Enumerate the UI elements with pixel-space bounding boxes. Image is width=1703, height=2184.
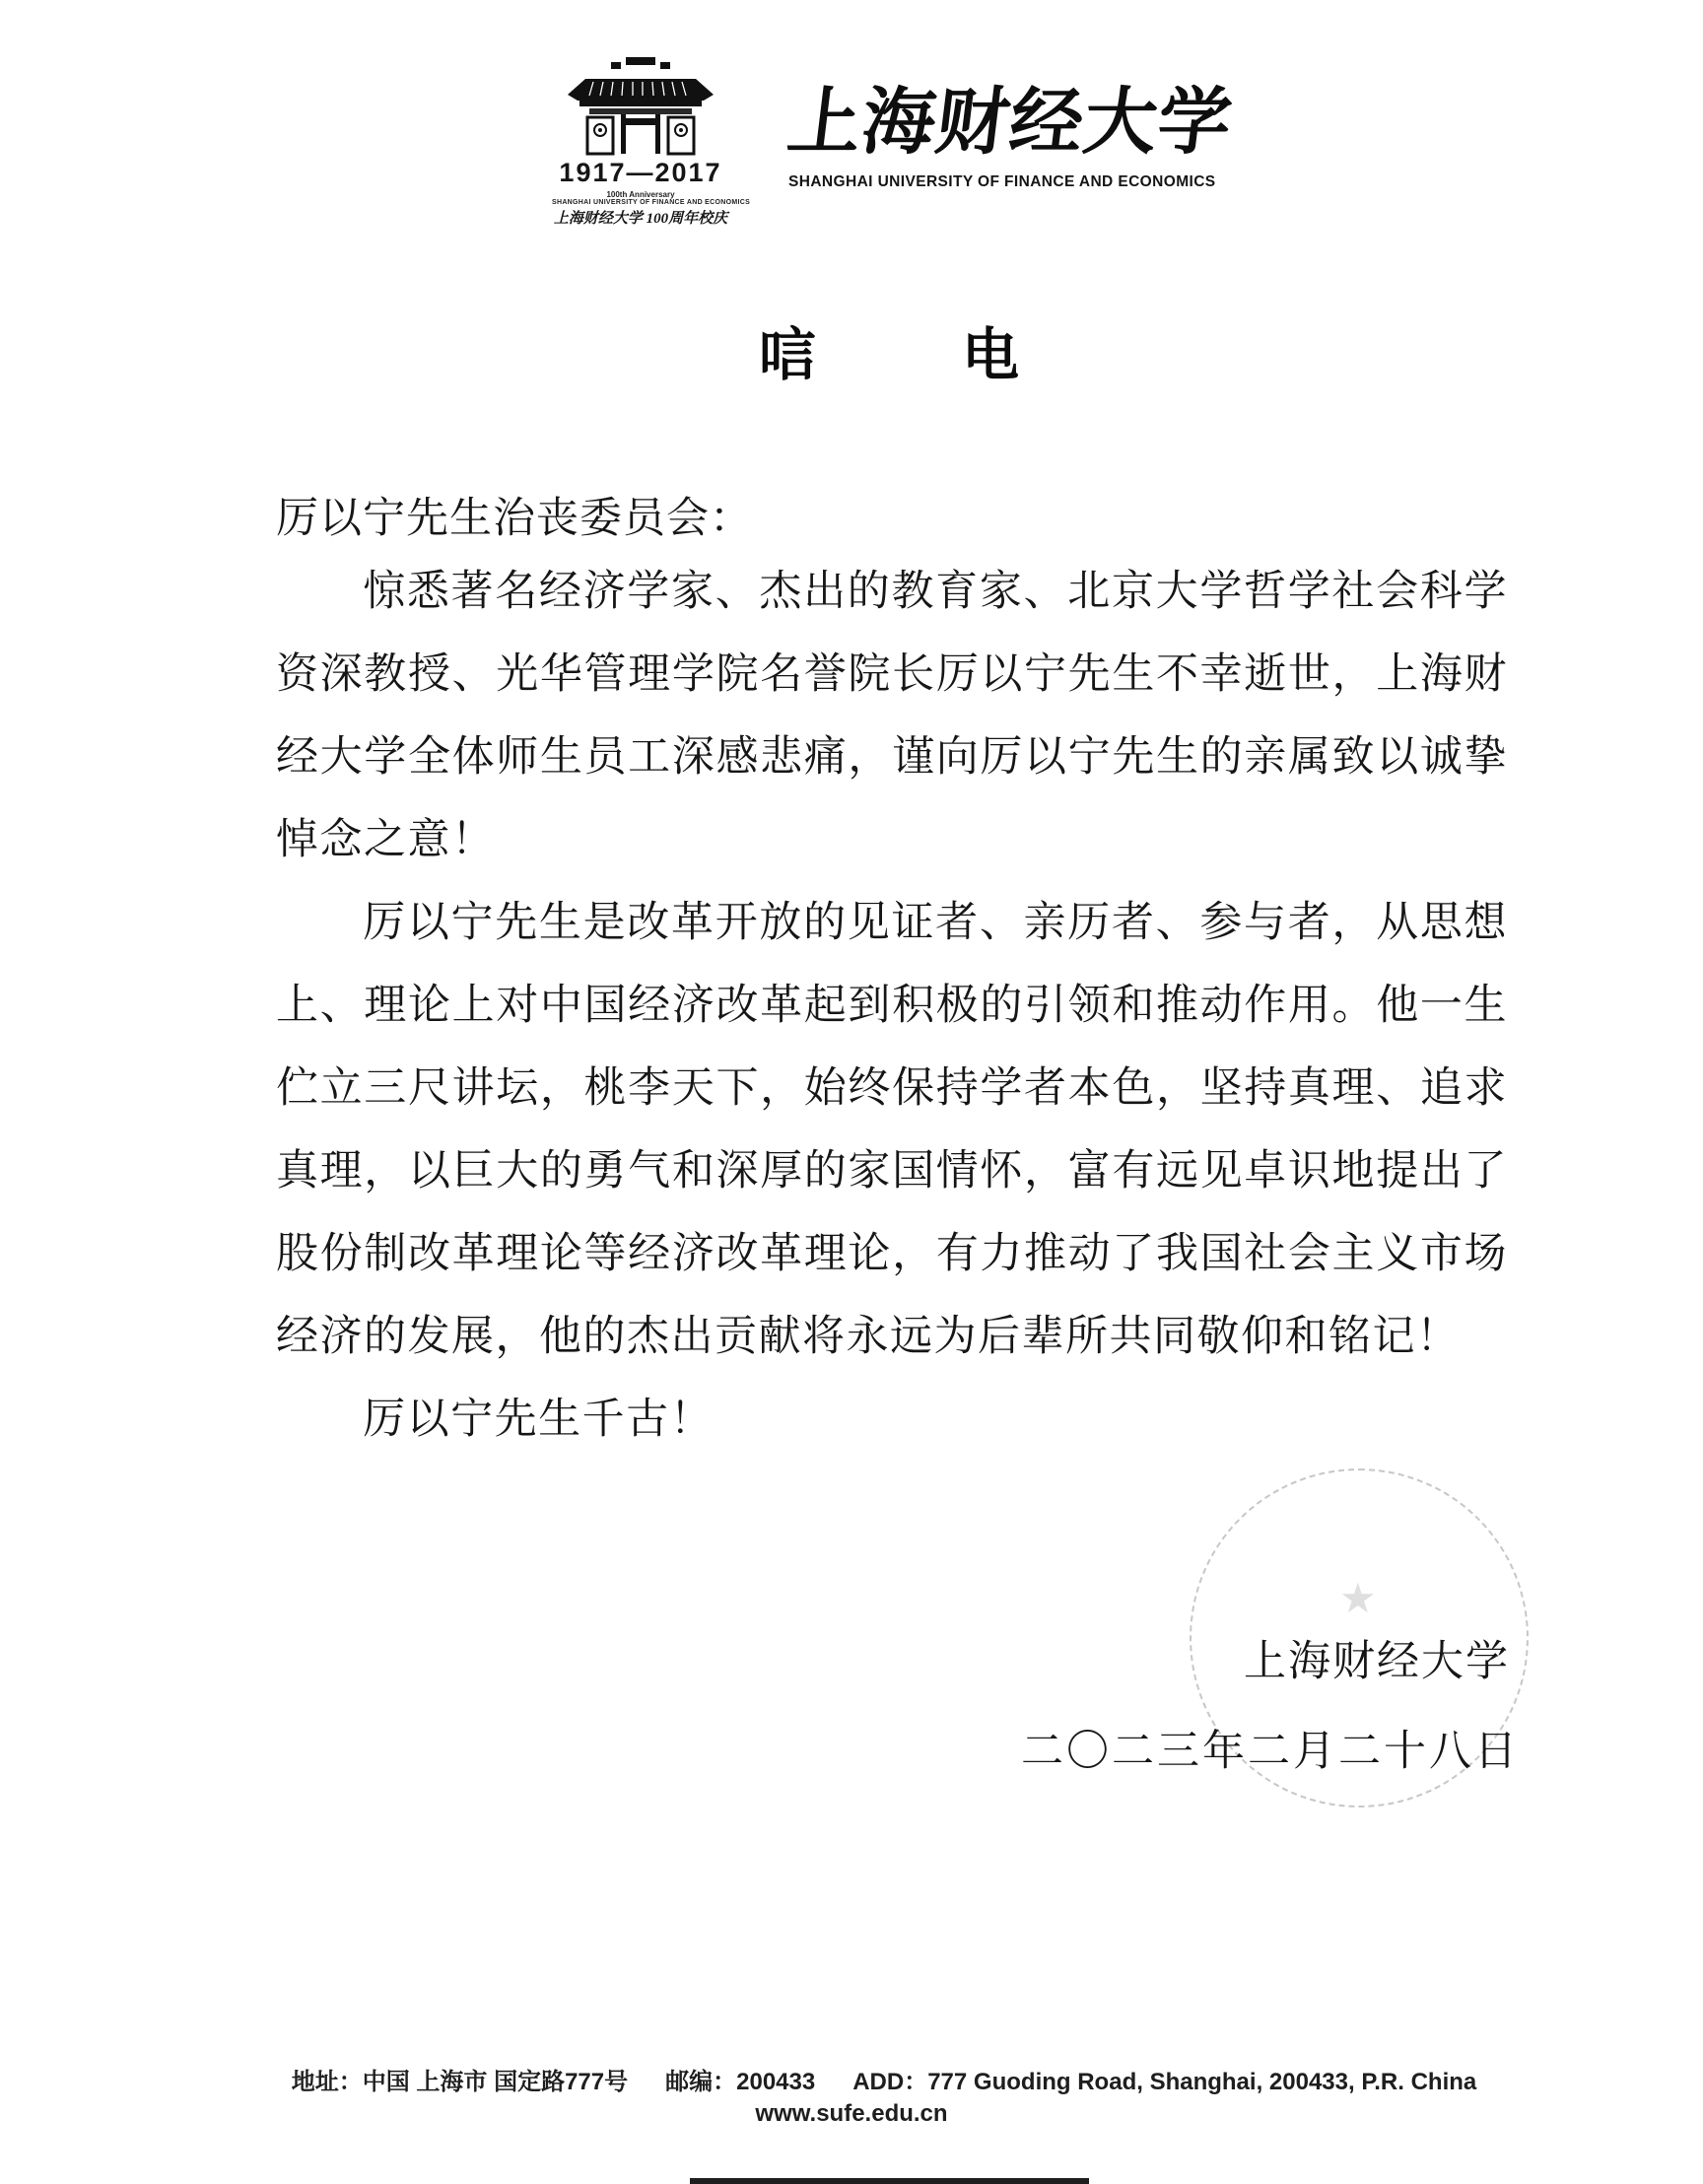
body-line: 上、理论上对中国经济改革起到积极的引领和推动作用。他一生 [276, 983, 1508, 1029]
university-wordmark [783, 83, 1242, 191]
body-line: 厉以宁先生是改革开放的见证者、亲历者、参与者，从思想 [363, 900, 1508, 946]
traditional-gate-icon [566, 57, 715, 156]
letter-date: 二〇二三年二月二十八日 [1021, 1729, 1520, 1775]
body-line: 伫立三尺讲坛，桃李天下，始终保持学者本色，坚持真理、追求 [276, 1065, 1508, 1112]
anniversary-university-name: SHANGHAI UNIVERSITY OF FINANCE AND ECONOMICS [552, 199, 751, 206]
university-name-calligraphy: 上海财经大学 [783, 83, 1238, 164]
letter-title [37, 323, 1703, 387]
footer-address-cn: 地址：中国 上海市 国定路777号 [291, 2069, 629, 2095]
footer-website: www.sufe.edu.cn [755, 2100, 948, 2127]
body-line: 经济的发展，他的杰出贡献将永远为后辈所共同敬仰和铭记！ [276, 1314, 1461, 1360]
centennial-emblem [552, 57, 751, 228]
footer-address-en: ADD：777 Guoding Road, Shanghai, 200433, P.R. China [852, 2069, 1477, 2095]
body-line: 厉以宁先生千古！ [363, 1397, 715, 1443]
letter-title-char-right: 电 [962, 323, 1020, 387]
letter-title-char-left: 唁 [758, 323, 816, 387]
body-line: 经大学全体师生员工深感悲痛，谨向厉以宁先生的亲属致以诚挚 [276, 734, 1508, 781]
body-line: 惊悉著名经济学家、杰出的教育家、北京大学哲学社会科学 [363, 569, 1508, 615]
letter-salutation: 厉以宁先生治丧委员会： [276, 496, 753, 542]
signature-university: 上海财经大学 [1244, 1639, 1510, 1685]
anniversary-caption: 100th Anniversary [606, 190, 675, 199]
anniversary-years: 1917—2017 [559, 158, 722, 187]
letter-body [276, 551, 1508, 1462]
body-line: 悼念之意！ [276, 817, 496, 863]
footer-address-line [33, 2062, 1703, 2096]
scan-artifact-bar [690, 2178, 1089, 2184]
body-line: 股份制改革理论等经济改革理论，有力推动了我国社会主义市场 [276, 1231, 1508, 1277]
body-line: 资深教授、光华管理学院名誉院长厉以宁先生不幸逝世，上海财 [276, 651, 1508, 698]
seal-star-icon: ★ [1339, 1574, 1377, 1622]
university-name-english: SHANGHAI UNIVERSITY OF FINANCE AND ECONOMICS [788, 173, 1216, 190]
body-line: 真理，以巨大的勇气和深厚的家国情怀，富有远见卓识地提出了 [276, 1148, 1508, 1194]
footer-postal-code: 邮编：200433 [665, 2069, 816, 2095]
anniversary-chinese-caption: 上海财经大学 100周年校庆 [553, 211, 728, 227]
